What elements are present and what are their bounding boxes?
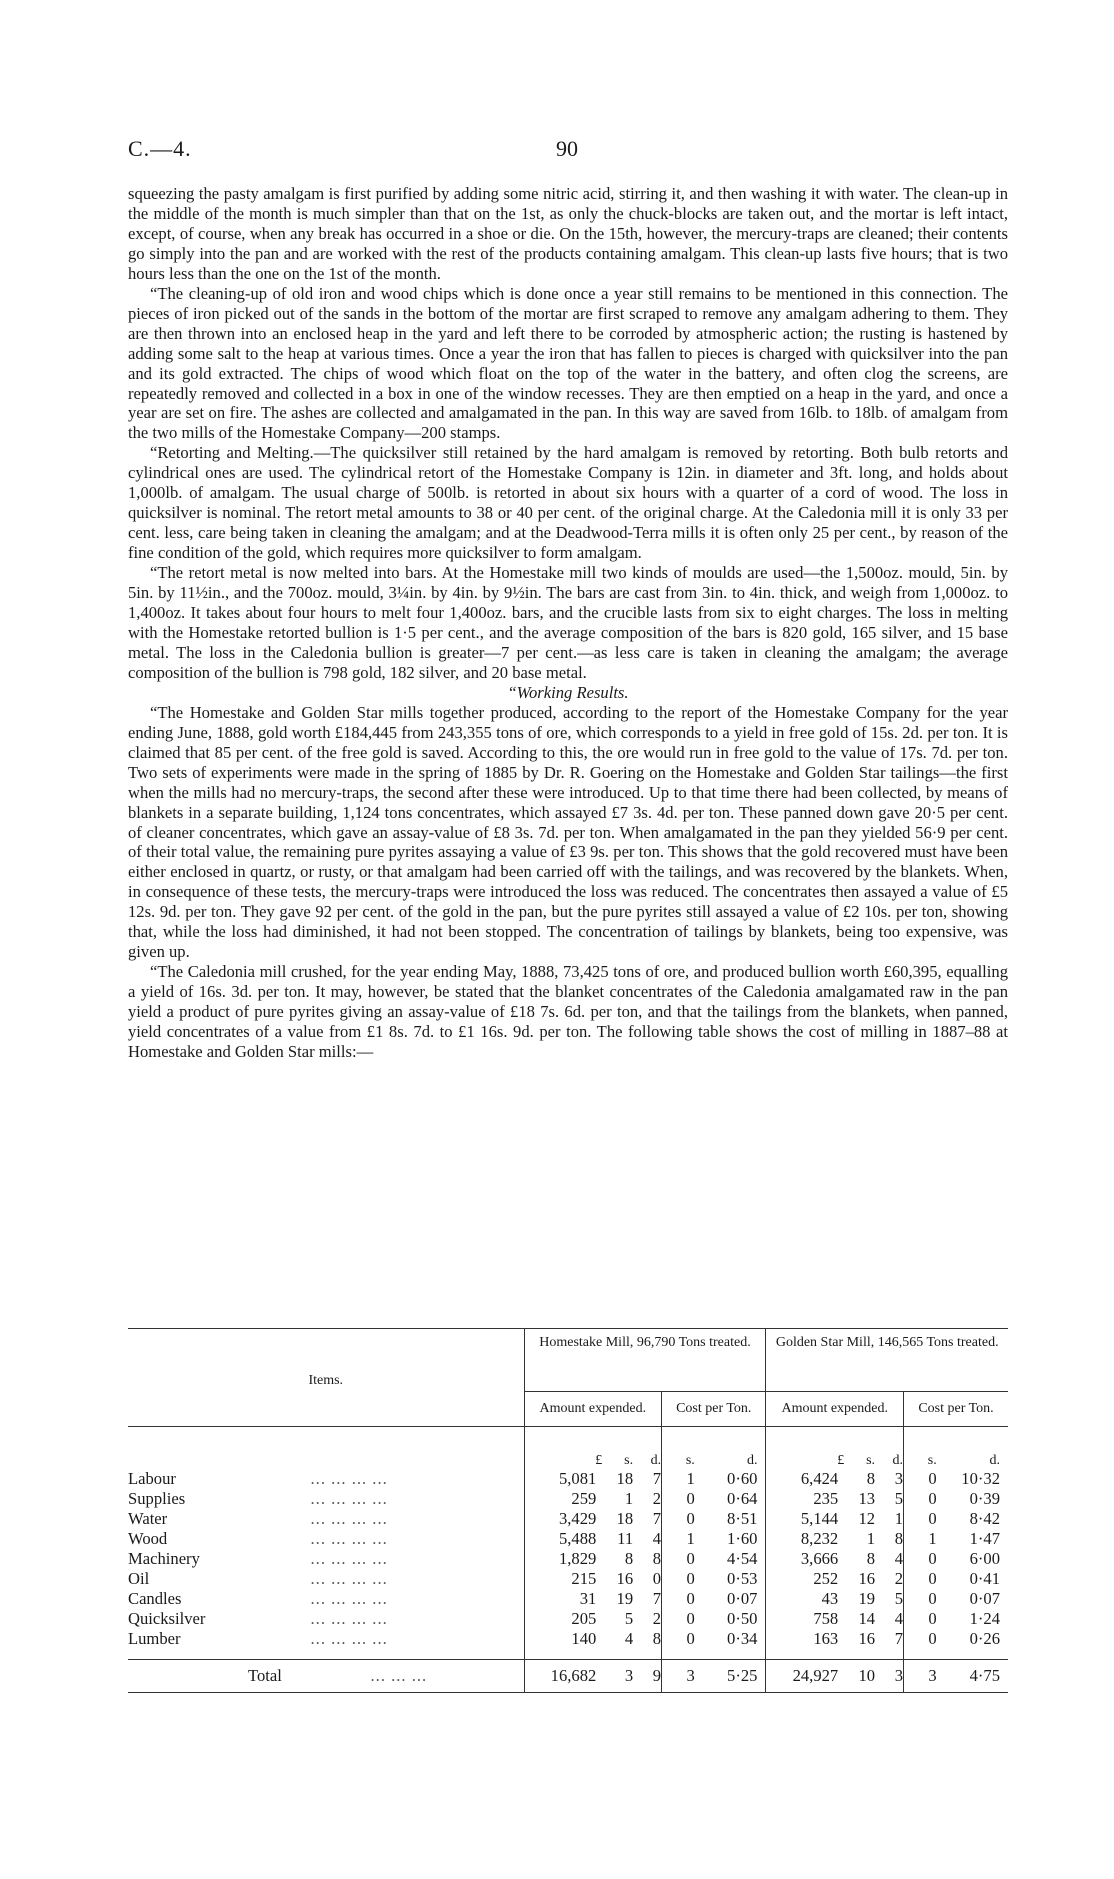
homestake-pounds: 31 [524, 1589, 602, 1609]
golden-star-pounds: 3,666 [766, 1549, 844, 1569]
paragraph: “The retort metal is now melted into bars. At the Homestake mill two kinds of moulds are used—the 1,500oz. mould, 5in. by 5in. by 11½in., and the 700oz. mould, 3¼in. by 4in. by 9½in. The bars are cast from 3in. to 4in. thick, and weigh from 1,000oz. to 1,400oz. It takes about four hours to melt four 1,400oz. bars, and the crucible lasts from six to eight charges. The loss in melting with the Homestake retorted bullion is 1·5 per cent., and the average composition of the bars is 820 gold, 165 silver, and 15 base metal. The loss in the Caledonia bullion is greater—7 per cent.—as less care is taken in cleaning the amalgam; the average composition of the bullion is 798 gold, 182 silver, and 20 base metal. [128, 563, 1008, 682]
golden-star-pounds: 758 [766, 1609, 844, 1629]
total-row [128, 1660, 1008, 1693]
spacer-row [128, 1649, 1008, 1660]
homestake-cost-pence: 5·25 [695, 1660, 766, 1693]
homestake-pounds: 5,488 [524, 1529, 602, 1549]
item-name: Wood [128, 1529, 168, 1548]
homestake-shillings: 1 [624, 1489, 634, 1508]
golden-star-pence: 5 [894, 1589, 903, 1608]
paragraph: “The Homestake and Golden Star mills together produced, according to the report of the Homestake Company for the year ending June, 1888, gold worth £184,445 from 243,355 tons of ore, which corresponds to a yield in free gold of 15s. 2d. per ton. It is claimed that 85 per cent. of the free gold is saved. According to this, the ore would run in free gold to the value of 17s. 7d. per ton. Two sets of experiments were made in the spring of 1885 by Dr. R. Goering on the Homestake and Golden Star tailings—the first when the mills had no mercury-traps, the second after these were introduced. Up to that time there had been collected, by means of blankets in a separate building, 1,124 tons concentrates, which assayed £7 3s. 4d. per ton. These panned down gave 20·5 per cent. of cleaner concentrates, which gave an assay-value of £8 3s. 7d. per ton. When amalgamated in the pan they yielded 56·9 per cent. of their total value, the remaining pure pyrites assaying a value of £3 9s. per ton. This shows that the gold recovered must have been either enclosed in quartz, or rusty, or that amalgam had been carried off with the tailings, and was recovered by the blankets. When, in consequence of these tests, the mercury-traps were introduced the loss was reduced. The concentrates then assayed a value of £5 12s. 9d. per ton. They gave 92 per cent. of the gold in the pan, but the pure pyrites still assayed a value of £2 10s. per ton, showing that, while the loss had diminished, it had not been stopped. The concentration of tailings by blankets, being too expensive, was given up. [128, 702, 1008, 962]
unit-pence: d. [746, 1453, 758, 1468]
golden-star-pence: 5 [894, 1489, 903, 1508]
homestake-pounds: 259 [524, 1489, 602, 1509]
homestake-pence: 0 [652, 1569, 662, 1588]
golden-star-cost-shillings: 3 [904, 1660, 937, 1693]
leader-dots: ... ... ... ... [310, 1529, 388, 1548]
homestake-shillings: 8 [624, 1549, 634, 1568]
unit-pence: d. [989, 1453, 1000, 1468]
table-row [128, 1609, 1008, 1629]
golden-star-cost-pence: 8·42 [969, 1509, 1000, 1528]
homestake-cost-pence: 4·54 [727, 1549, 758, 1568]
homestake-cost-pence: 0·53 [727, 1569, 758, 1588]
golden-star-cost-pence: 10·32 [961, 1469, 1000, 1488]
homestake-cost-shillings: 0 [662, 1609, 695, 1629]
homestake-cost-pence: 1·60 [727, 1529, 758, 1548]
golden-star-pence: 4 [894, 1549, 903, 1568]
unit-shilling: s. [866, 1453, 876, 1468]
homestake-pence: 8 [652, 1629, 662, 1648]
leader-dots: ... ... ... [311, 1660, 525, 1693]
item-name: Quicksilver [128, 1609, 206, 1628]
item-name: Oil [128, 1569, 150, 1588]
unit-pence: d. [892, 1453, 903, 1468]
golden-star-shillings: 12 [858, 1509, 876, 1528]
table-row [128, 1529, 1008, 1549]
homestake-header: Homestake Mill, 96,790 Tons treated. [524, 1329, 766, 1392]
items-header: Items. [128, 1329, 524, 1427]
golden-star-pounds: 252 [766, 1569, 844, 1589]
homestake-pounds: 205 [524, 1609, 602, 1629]
table-row [128, 1549, 1008, 1569]
homestake-shillings: 11 [617, 1529, 634, 1548]
homestake-pence: 7 [652, 1509, 662, 1528]
golden-star-cost-pence: 0·39 [969, 1489, 1000, 1508]
homestake-cost-pence: 0·64 [727, 1489, 758, 1508]
homestake-cost-shillings: 1 [662, 1529, 695, 1549]
golden-star-shillings: 1 [866, 1529, 876, 1548]
homestake-pence: 7 [652, 1469, 662, 1488]
golden-star-pence: 8 [894, 1529, 903, 1548]
units-row [128, 1427, 1008, 1470]
paragraph: “The cleaning-up of old iron and wood chips which is done once a year still remains to be mentioned in this connection. The pieces of iron picked out of the sands in the bottom of the mortar are first scraped to remove any amalgam adhering to them. They are then thrown into an enclosed heap in the yard and left there to be corroded by atmospheric action; the rusting is hastened by adding some salt to the heap at various times. Once a year the iron that has fallen to pieces is charged with quicksilver into the pan and its gold extracted. The chips of wood which float on the top of the water in the battery, and often clog the screens, are repeatedly removed and collected in a box in one of the window recesses. They are then emptied on a heap in the yard, and once a year are set on fire. The ashes are collected and amalgamated in the pan. In this way are saved from 16lb. to 18lb. of amalgam from the two mills of the Homestake Company—200 stamps. [128, 283, 1008, 443]
golden-star-cost-pence: 1·24 [969, 1609, 1000, 1628]
golden-star-cost-shillings: 0 [904, 1469, 937, 1489]
golden-star-cost-shillings: 0 [904, 1569, 937, 1589]
golden-star-header: Golden Star Mill, 146,565 Tons treated. [766, 1329, 1008, 1392]
homestake-cost-pence: 0·60 [727, 1469, 758, 1488]
golden-star-pounds: 8,232 [766, 1529, 844, 1549]
golden-star-pence: 2 [894, 1569, 903, 1588]
paragraph: squeezing the pasty amalgam is first purified by adding some nitric acid, stirring it, and then washing it with water. The clean-up in the middle of the month is much simpler than that on the 1st, as only the chuck-blocks are taken out, and the mortar is left intact, except, of course, when any break has occurred in a shoe or die. On the 15th, however, the mercury-traps are cleaned; their contents go simply into the pan and are worked with the rest of the products containing amalgam. This clean-up lasts five hours; that is two hours less than the one on the 1st of the month. [128, 184, 1008, 283]
homestake-cost-shillings: 1 [662, 1469, 695, 1489]
table-bottom-rule [128, 1693, 1008, 1694]
golden-star-pounds: 43 [766, 1589, 844, 1609]
golden-star-shillings: 13 [858, 1489, 876, 1508]
unit-shilling: s. [904, 1427, 937, 1470]
homestake-pence: 2 [652, 1609, 662, 1628]
homestake-pounds: 16,682 [524, 1660, 602, 1693]
section-heading: “Working Results. [507, 682, 629, 702]
golden-star-cost-shillings: 0 [904, 1629, 937, 1649]
leader-dots: ... ... ... ... [310, 1509, 388, 1528]
golden-star-pounds: 235 [766, 1489, 844, 1509]
homestake-shillings: 18 [616, 1509, 634, 1528]
homestake-cost-pence: 0·07 [727, 1589, 758, 1608]
homestake-cost-shillings: 0 [662, 1629, 695, 1649]
golden-star-shillings: 8 [866, 1549, 876, 1568]
golden-star-shillings: 16 [858, 1629, 876, 1648]
golden-star-amount-header: Amount expended. [766, 1392, 904, 1427]
homestake-cost-shillings: 0 [662, 1489, 695, 1509]
item-name: Candles [128, 1589, 182, 1608]
table-row [128, 1509, 1008, 1529]
golden-star-cost-shillings: 1 [904, 1529, 937, 1549]
golden-star-shillings: 19 [858, 1589, 876, 1608]
homestake-cost-pence: 0·50 [727, 1609, 758, 1628]
homestake-shillings: 16 [616, 1569, 634, 1588]
homestake-cost-header: Cost per Ton. [662, 1392, 766, 1427]
homestake-amount-header: Amount expended. [524, 1392, 662, 1427]
homestake-pounds: 3,429 [524, 1509, 602, 1529]
item-name: Lumber [128, 1629, 181, 1648]
golden-star-cost-shillings: 0 [904, 1589, 937, 1609]
item-name: Water [128, 1509, 168, 1528]
golden-star-shillings: 8 [866, 1469, 876, 1488]
total-label: Total [128, 1660, 311, 1693]
page-header [128, 136, 1008, 166]
homestake-pence: 8 [652, 1549, 662, 1568]
golden-star-cost-pence: 6·00 [969, 1549, 1000, 1568]
golden-star-pence: 4 [894, 1609, 903, 1628]
golden-star-cost-header: Cost per Ton. [904, 1392, 1009, 1427]
homestake-shillings: 5 [624, 1609, 634, 1628]
leader-dots: ... ... ... ... [310, 1549, 388, 1568]
homestake-pounds: 215 [524, 1569, 602, 1589]
golden-star-cost-pence: 0·07 [969, 1589, 1000, 1608]
table-row [128, 1469, 1008, 1489]
golden-star-cost-shillings: 0 [904, 1489, 937, 1509]
homestake-cost-pence: 8·51 [727, 1509, 758, 1528]
leader-dots: ... ... ... ... [310, 1589, 388, 1608]
homestake-pounds: 5,081 [524, 1469, 602, 1489]
homestake-shillings: 3 [602, 1660, 633, 1693]
homestake-pence: 9 [633, 1660, 661, 1693]
series-code: C.—4. [128, 136, 192, 161]
table-row [128, 1489, 1008, 1509]
homestake-pence: 7 [652, 1589, 662, 1608]
homestake-cost-shillings: 0 [662, 1589, 695, 1609]
golden-star-cost-pence: 0·41 [969, 1569, 1000, 1588]
milling-cost-table [128, 1328, 1008, 1693]
homestake-pounds: 140 [524, 1629, 602, 1649]
item-name: Machinery [128, 1549, 200, 1568]
golden-star-pence: 3 [894, 1469, 903, 1488]
golden-star-pounds: 163 [766, 1629, 844, 1649]
item-name: Labour [128, 1469, 176, 1488]
golden-star-pence: 7 [894, 1629, 903, 1648]
unit-shilling: s. [662, 1427, 695, 1470]
golden-star-pence: 3 [875, 1660, 903, 1693]
homestake-shillings: 19 [616, 1589, 634, 1608]
golden-star-pounds: 6,424 [766, 1469, 844, 1489]
golden-star-pounds: 5,144 [766, 1509, 844, 1529]
golden-star-shillings: 14 [858, 1609, 876, 1628]
homestake-pounds: 1,829 [524, 1549, 602, 1569]
golden-star-shillings: 16 [858, 1569, 876, 1588]
leader-dots: ... ... ... ... [310, 1629, 388, 1648]
leader-dots: ... ... ... ... [310, 1569, 388, 1588]
homestake-pence: 2 [652, 1489, 662, 1508]
golden-star-cost-shillings: 0 [904, 1549, 937, 1569]
leader-dots: ... ... ... ... [310, 1469, 388, 1488]
paragraph: “The Caledonia mill crushed, for the year ending May, 1888, 73,425 tons of ore, and produced bullion worth £60,395, equalling a yield of 16s. 3d. per ton. It may, however, be stated that the blanket concentrates of the Caledonia amalgamated raw in the pan yield a product of pure pyrites giving an assay-value of £18 7s. 6d. per ton, and that the tailings from the blankets, when panned, yield concentrates of a value from £1 8s. 7d. to £1 16s. 9d. per ton. The following table shows the cost of milling in 1887–88 at Homestake and Golden Star mills:— [128, 962, 1008, 1061]
homestake-pence: 4 [652, 1529, 662, 1548]
homestake-cost-pence: 0·34 [727, 1629, 758, 1648]
golden-star-cost-pence: 0·26 [969, 1629, 1000, 1648]
golden-star-shillings: 10 [844, 1660, 875, 1693]
table-row [128, 1589, 1008, 1609]
body-text [128, 184, 1008, 1062]
table-body [128, 1427, 1008, 1694]
table-row [128, 1569, 1008, 1589]
unit-pence: d. [650, 1453, 662, 1468]
homestake-cost-shillings: 0 [662, 1509, 695, 1529]
golden-star-cost-shillings: 0 [904, 1609, 937, 1629]
leader-dots: ... ... ... ... [310, 1609, 388, 1628]
unit-pound: £ [524, 1427, 602, 1470]
golden-star-cost-pence: 4·75 [937, 1660, 1008, 1693]
homestake-cost-shillings: 0 [662, 1549, 695, 1569]
golden-star-cost-shillings: 0 [904, 1509, 937, 1529]
golden-star-pounds: 24,927 [766, 1660, 844, 1693]
leader-dots: ... ... ... ... [310, 1489, 388, 1508]
golden-star-pence: 1 [894, 1509, 903, 1528]
golden-star-cost-pence: 1·47 [969, 1529, 1000, 1548]
table-row [128, 1629, 1008, 1649]
unit-shilling: s. [624, 1453, 634, 1468]
page-number: 90 [556, 136, 578, 161]
homestake-cost-shillings: 0 [662, 1569, 695, 1589]
homestake-shillings: 18 [616, 1469, 634, 1488]
paragraph: “Retorting and Melting.—The quicksilver still retained by the hard amalgam is removed by retorting. Both bulb retorts and cylindrical ones are used. The cylindrical retort of the Homestake Company is 12in. in diameter and 3ft. long, and holds about 1,000lb. of amalgam. The usual charge of 500lb. is retorted in about six hours with a quarter of a cord of wood. The loss in quicksilver is nominal. The retort metal amounts to 38 or 40 per cent. of the original charge. At the Caledonia mill it is only 33 per cent. less, care being taken in cleaning the amalgam; and at the Deadwood-Terra mills it is often only 25 per cent., by reason of the fine condition of the gold, which requires more quicksilver to form amalgam. [128, 443, 1008, 563]
item-name: Supplies [128, 1489, 186, 1508]
homestake-shillings: 4 [624, 1629, 634, 1648]
unit-pound: £ [766, 1427, 844, 1470]
homestake-cost-shillings: 3 [662, 1660, 695, 1693]
